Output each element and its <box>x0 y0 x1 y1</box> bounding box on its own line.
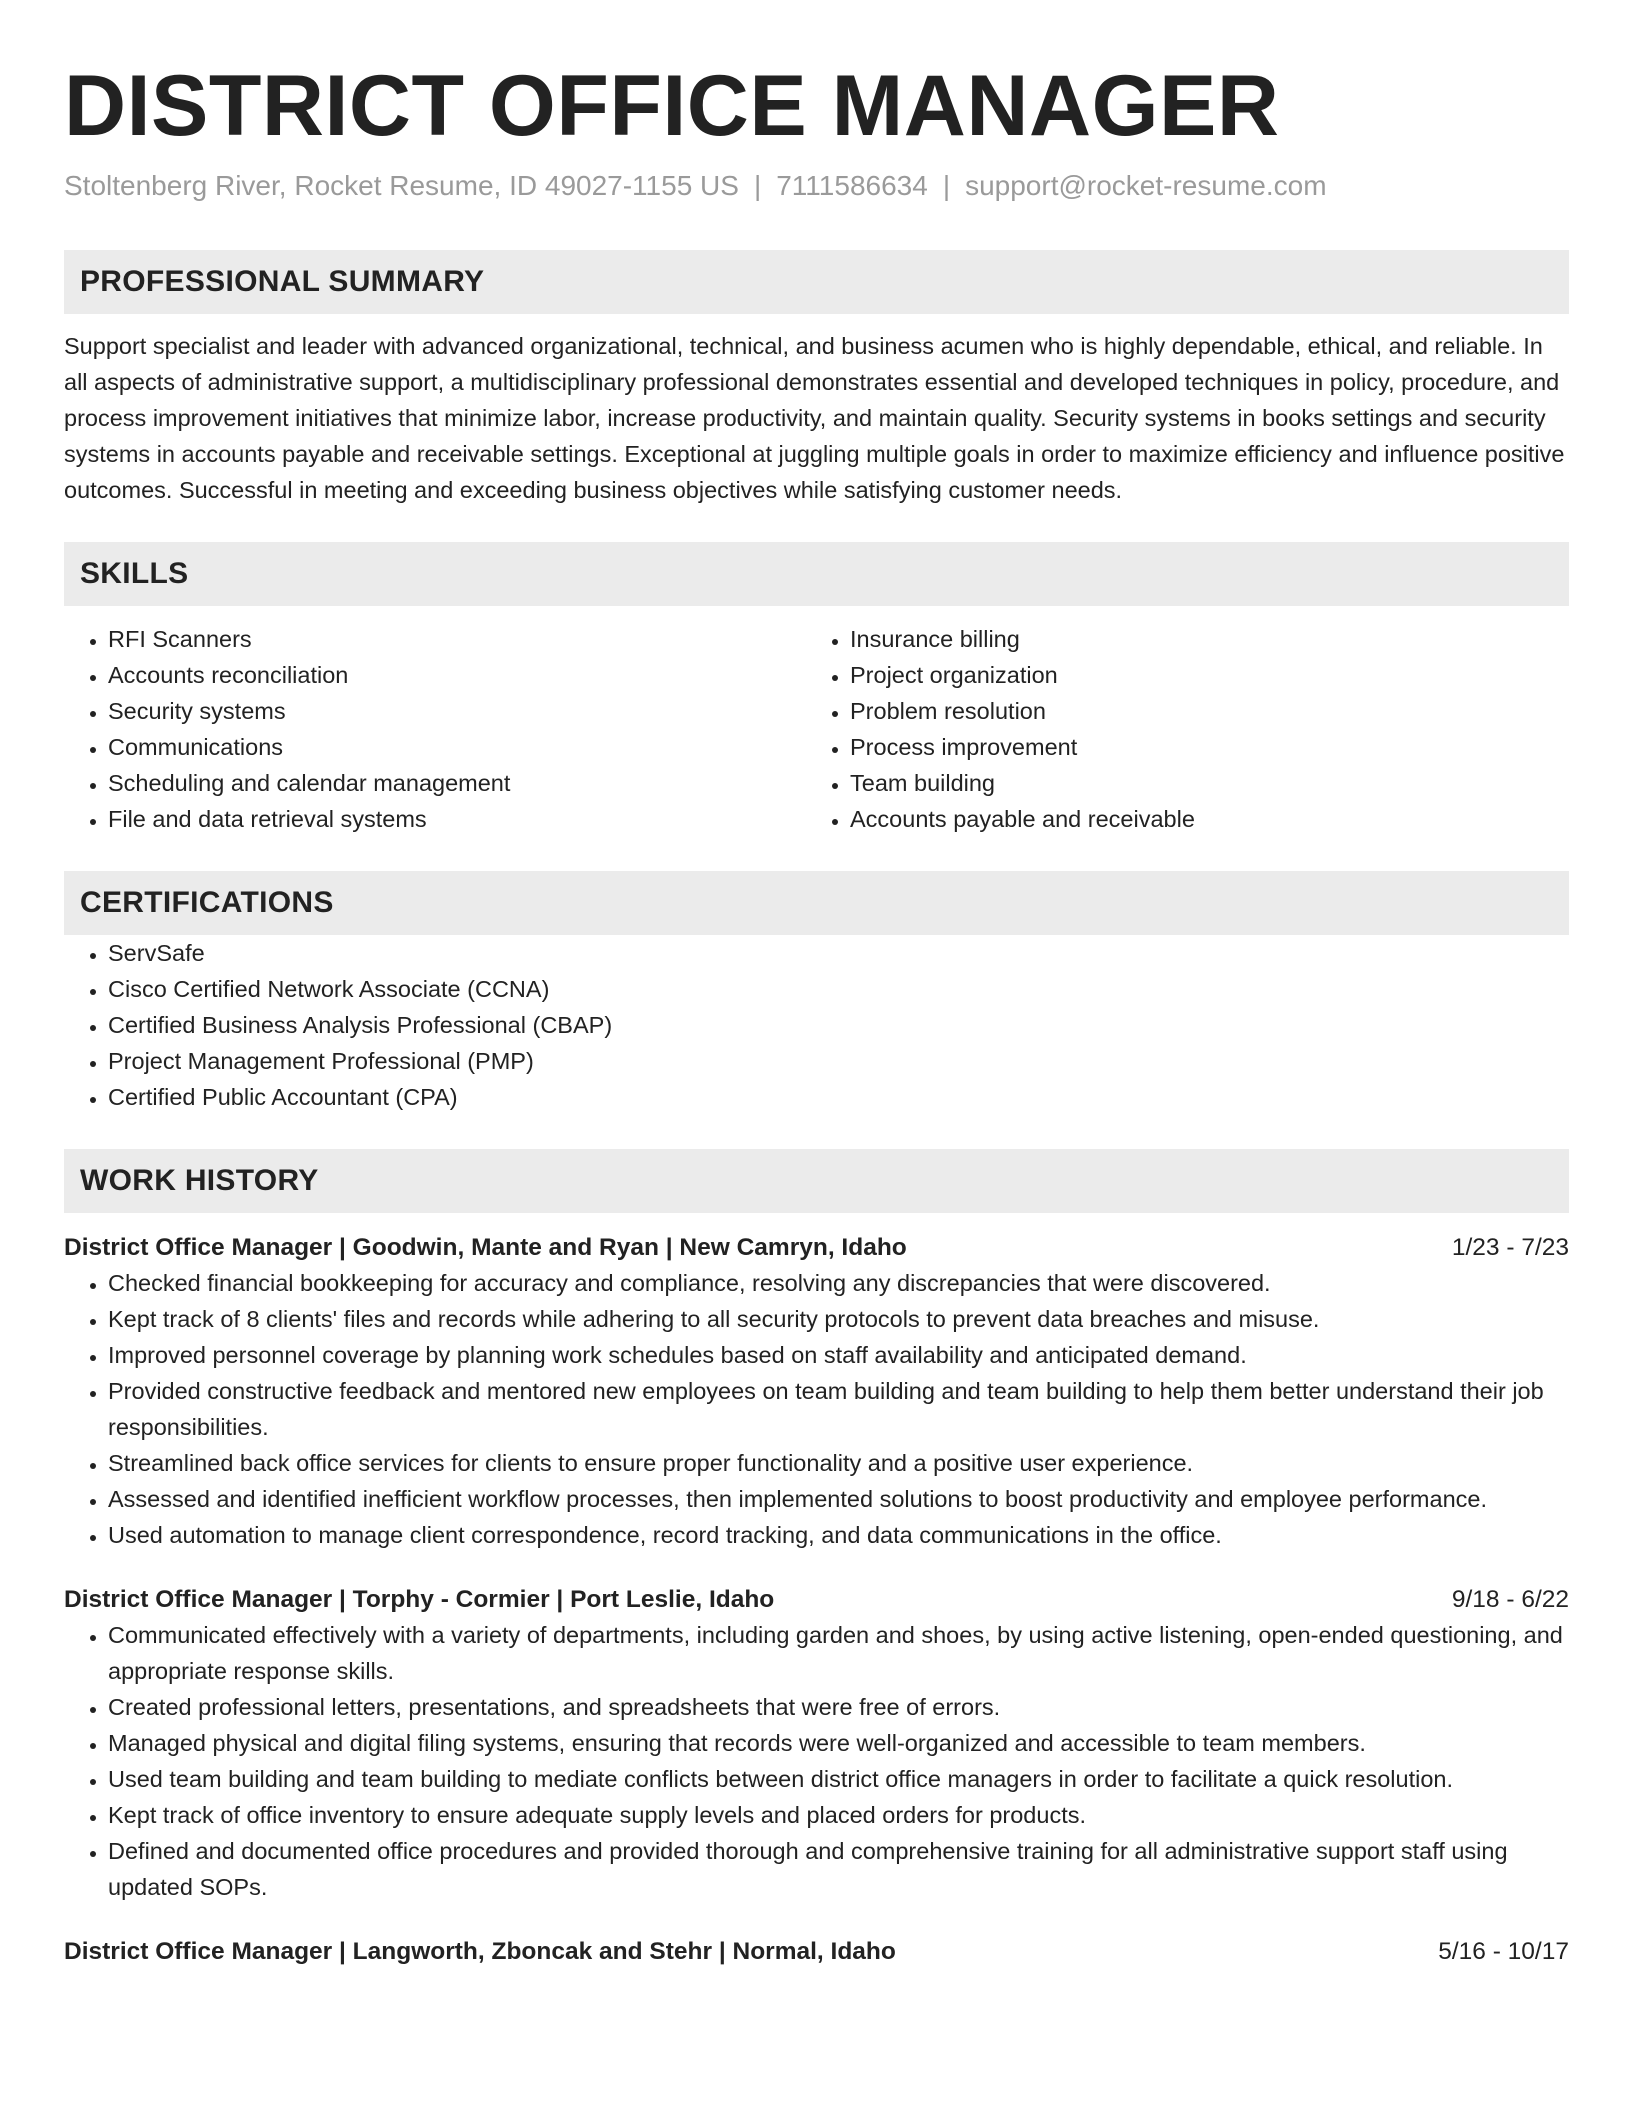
job-bullet: • Provided constructive feedback and mentored new employees on team building and team building to help them better understand their job responsibilities. <box>108 1373 1569 1445</box>
job-header <box>64 1583 1569 1617</box>
skill-item: • File and data retrieval systems <box>108 801 806 837</box>
skill-item: • Process improvement <box>850 729 1569 765</box>
job-title: District Office Manager | Goodwin, Mante and Ryan | New Camryn, Idaho <box>64 1234 907 1261</box>
candidate-name: DISTRICT OFFICE MANAGER <box>64 58 1280 154</box>
certification-item: • Project Management Professional (PMP) <box>108 1043 1569 1079</box>
job-entry <box>64 1935 1569 1969</box>
skill-item: • Communications <box>108 729 806 765</box>
section-heading-summary: PROFESSIONAL SUMMARY <box>64 250 1569 314</box>
job-dates: 9/18 - 6/22 <box>1451 1586 1569 1613</box>
job-header <box>64 1231 1569 1265</box>
job-header <box>64 1935 1569 1969</box>
skill-item: • Security systems <box>108 693 806 729</box>
certification-item: • Certified Public Accountant (CPA) <box>108 1079 1569 1115</box>
job-dates: 1/23 - 7/23 <box>1451 1234 1569 1261</box>
certification-item: • Certified Business Analysis Professional (CBAP) <box>108 1007 1569 1043</box>
contact-email: support@rocket-resume.com <box>965 170 1327 201</box>
certification-item: • Cisco Certified Network Associate (CCNA) <box>108 971 1569 1007</box>
job-bullet: • Assessed and identified inefficient workflow processes, then implemented solutions to boost productivity and employee performance. <box>108 1481 1569 1517</box>
job-bullet: • Defined and documented office procedures and provided thorough and comprehensive training for all administrative support staff using updated SOPs. <box>108 1833 1569 1905</box>
skill-item: • Accounts payable and receivable <box>850 801 1569 837</box>
skill-item: • Scheduling and calendar management <box>108 765 806 801</box>
job-entry <box>64 1231 1569 1553</box>
job-title: District Office Manager | Torphy - Cormier | Port Leslie, Idaho <box>64 1586 775 1613</box>
certifications-list <box>64 935 1569 1115</box>
job-dates: 5/16 - 10/17 <box>1438 1938 1569 1965</box>
section-heading-work-history: WORK HISTORY <box>64 1149 1569 1213</box>
job-bullet: • Improved personnel coverage by planning work schedules based on staff availability and anticipated demand. <box>108 1337 1569 1373</box>
contact-line <box>64 168 1569 204</box>
certification-item: • ServSafe <box>108 935 1569 971</box>
contact-address: Stoltenberg River, Rocket Resume, ID 49027-1155 US <box>64 170 739 201</box>
section-heading-skills: SKILLS <box>64 542 1569 606</box>
skill-item: • Team building <box>850 765 1569 801</box>
job-bullets <box>64 1265 1569 1553</box>
skill-item: • Problem resolution <box>850 693 1569 729</box>
job-bullet: • Used team building and team building to mediate conflicts between district office managers in order to facilitate a quick resolution. <box>108 1761 1569 1797</box>
summary-paragraph: Support specialist and leader with advanced organizational, technical, and business acumen who is highly dependable, ethical, and reliable. In all aspects of administrative support, a multidisciplinary professional demonstrates essential and developed techniques in policy, procedure, and process improvement initiatives that minimize labor, increase productivity, and maintain quality. Security systems in books settings and security systems in accounts payable and receivable settings. Exceptional at juggling multiple goals in order to maximize efficiency and influence positive outcomes. Successful in meeting and exceeding business objectives while satisfying customer needs. <box>64 333 1565 503</box>
job-bullet: • Managed physical and digital filing systems, ensuring that records were well-organized and accessible to team members. <box>108 1725 1569 1761</box>
contact-separator: | <box>753 170 762 201</box>
skill-item: • Project organization <box>850 657 1569 693</box>
job-bullet: • Used automation to manage client correspondence, record tracking, and data communications in the office. <box>108 1517 1569 1553</box>
job-entry <box>64 1583 1569 1905</box>
skills-list <box>64 621 1569 837</box>
skill-item: • RFI Scanners <box>108 621 806 657</box>
skills-column-right <box>806 621 1569 837</box>
job-bullets <box>64 1617 1569 1905</box>
job-title: District Office Manager | Langworth, Zboncak and Stehr | Normal, Idaho <box>64 1938 896 1965</box>
contact-phone: 7111586634 <box>776 170 928 201</box>
contact-separator: | <box>942 170 951 201</box>
skills-column-left <box>64 621 806 837</box>
job-bullet: • Kept track of office inventory to ensure adequate supply levels and placed orders for products. <box>108 1797 1569 1833</box>
job-bullet: • Created professional letters, presentations, and spreadsheets that were free of errors. <box>108 1689 1569 1725</box>
job-bullet: • Streamlined back office services for clients to ensure proper functionality and a positive user experience. <box>108 1445 1569 1481</box>
job-bullet: • Kept track of 8 clients' files and records while adhering to all security protocols to prevent data breaches and misuse. <box>108 1301 1569 1337</box>
section-heading-certifications: CERTIFICATIONS <box>64 871 1569 935</box>
job-bullet: • Checked financial bookkeeping for accuracy and compliance, resolving any discrepancies that were discovered. <box>108 1265 1569 1301</box>
skill-item: • Insurance billing <box>850 621 1569 657</box>
skill-item: • Accounts reconciliation <box>108 657 806 693</box>
job-bullet: • Communicated effectively with a variety of departments, including garden and shoes, by using active listening, open-ended questioning, and appropriate response skills. <box>108 1617 1569 1689</box>
